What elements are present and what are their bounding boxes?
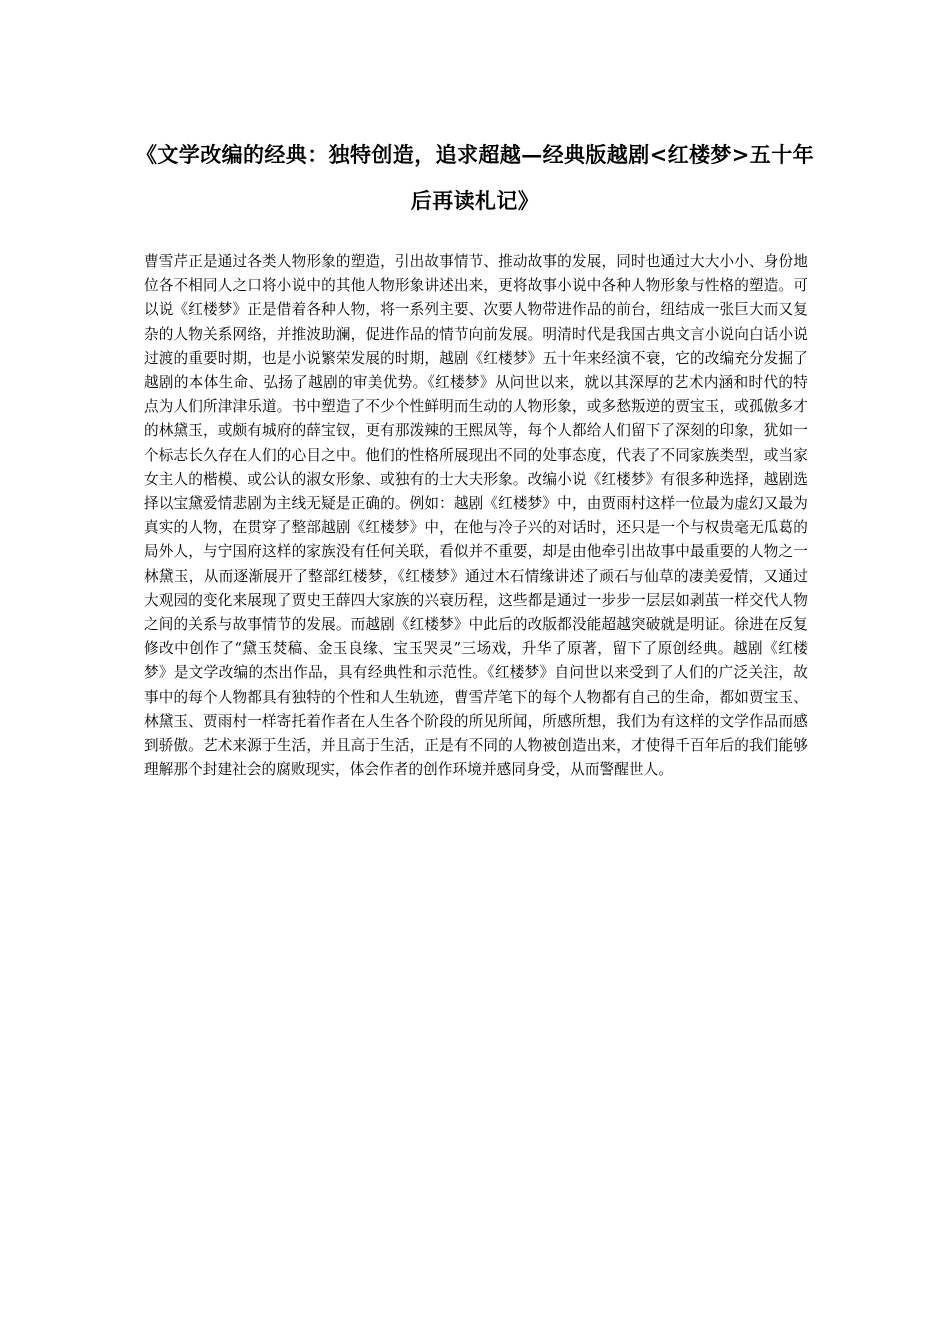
document-title: 《文学改编的经典：独特创造，追求超越—经典版越剧<红楼梦>五十年后再读札记》 [136, 142, 814, 213]
document-body-paragraph: 曹雪芹正是通过各类人物形象的塑造，引出故事情节、推动故事的发展，同时也通过大大小小、身份地位各不相同人之口将小说中的其他人物形象讲述出来，更将故事小说中各种人物形象与性格的塑造。可以说《红楼梦》正是借着各种人物，将一系列主要、次要人物带进作品的前台，纽结成一张巨大而又复杂的人物关系网络，并推波助澜，促进作品的情节向前发展。明清时代是我国古典文言小说向白话小说过渡的重要时期，也是小说繁荣发展的时期，越剧《红楼梦》五十年来经演不衰，它的改编充分发掘了越剧的本体生命、弘扬了越剧的审美优势。《红楼梦》从问世以来，就以其深厚的艺术内涵和时代的特点为人们所津津乐道。书中塑造了不少个性鲜明而生动的人物形象，或多愁叛逆的贾宝玉，或孤傲多才的林黛玉，或颇有城府的薛宝钗，更有那泼辣的王熙凤等，每个人都给人们留下了深刻的印象，犹如一个标志长久存在人们的心目之中。他们的性格所展现出不同的处事态度，代表了不同家族类型，或当家女主人的楷模、或公认的淑女形象、或独有的士大夫形象。改编小说《红楼梦》有很多种选择，越剧选择以宝黛爱情悲剧为主线无疑是正确的。例如：越剧《红楼梦》中，由贾雨村这样一位最为虚幻又最为真实的人物，在贯穿了整部越剧《红楼梦》中，在他与冷子兴的对话时，还只是一个与权贵毫无瓜葛的局外人，与宁国府这样的家族没有任何关联，看似并不重要，却是由他牵引出故事中最重要的人物之一林黛玉，从而逐渐展开了整部红楼梦，《红楼梦》通过木石情缘讲述了顽石与仙草的凄美爱情，又通过大观园的变化来展现了贾史王薛四大家族的兴衰历程，这些都是通过一步步一层层如剥茧一样交代人物之间的关系与故事情节的发展。而越剧《红楼梦》中此后的改版都没能超越突破就是明证。徐进在反复修改中创作了“黛玉焚稿、金玉良缘、宝玉哭灵”三场戏，升华了原著，留下了原创经典。越剧《红楼梦》是文学改编的杰出作品，具有经典性和示范性。《红楼梦》自问世以来受到了人们的广泛关注，故事中的每个人物都具有独特的个性和人生轨迹，曹雪芹笔下的每个人物都有自己的生命，都如贾宝玉、林黛玉、贾雨村一样寄托着作者在人生各个阶段的所见所闻，所感所想，我们为有这样的文学作品而感到骄傲。艺术来源于生活，并且高于生活，正是有不同的人物被创造出来，才使得千百年后的我们能够理解那个封建社会的腐败现实，体会作者的创作环境并感同身受，从而警醒世人。 [144, 253, 808, 779]
